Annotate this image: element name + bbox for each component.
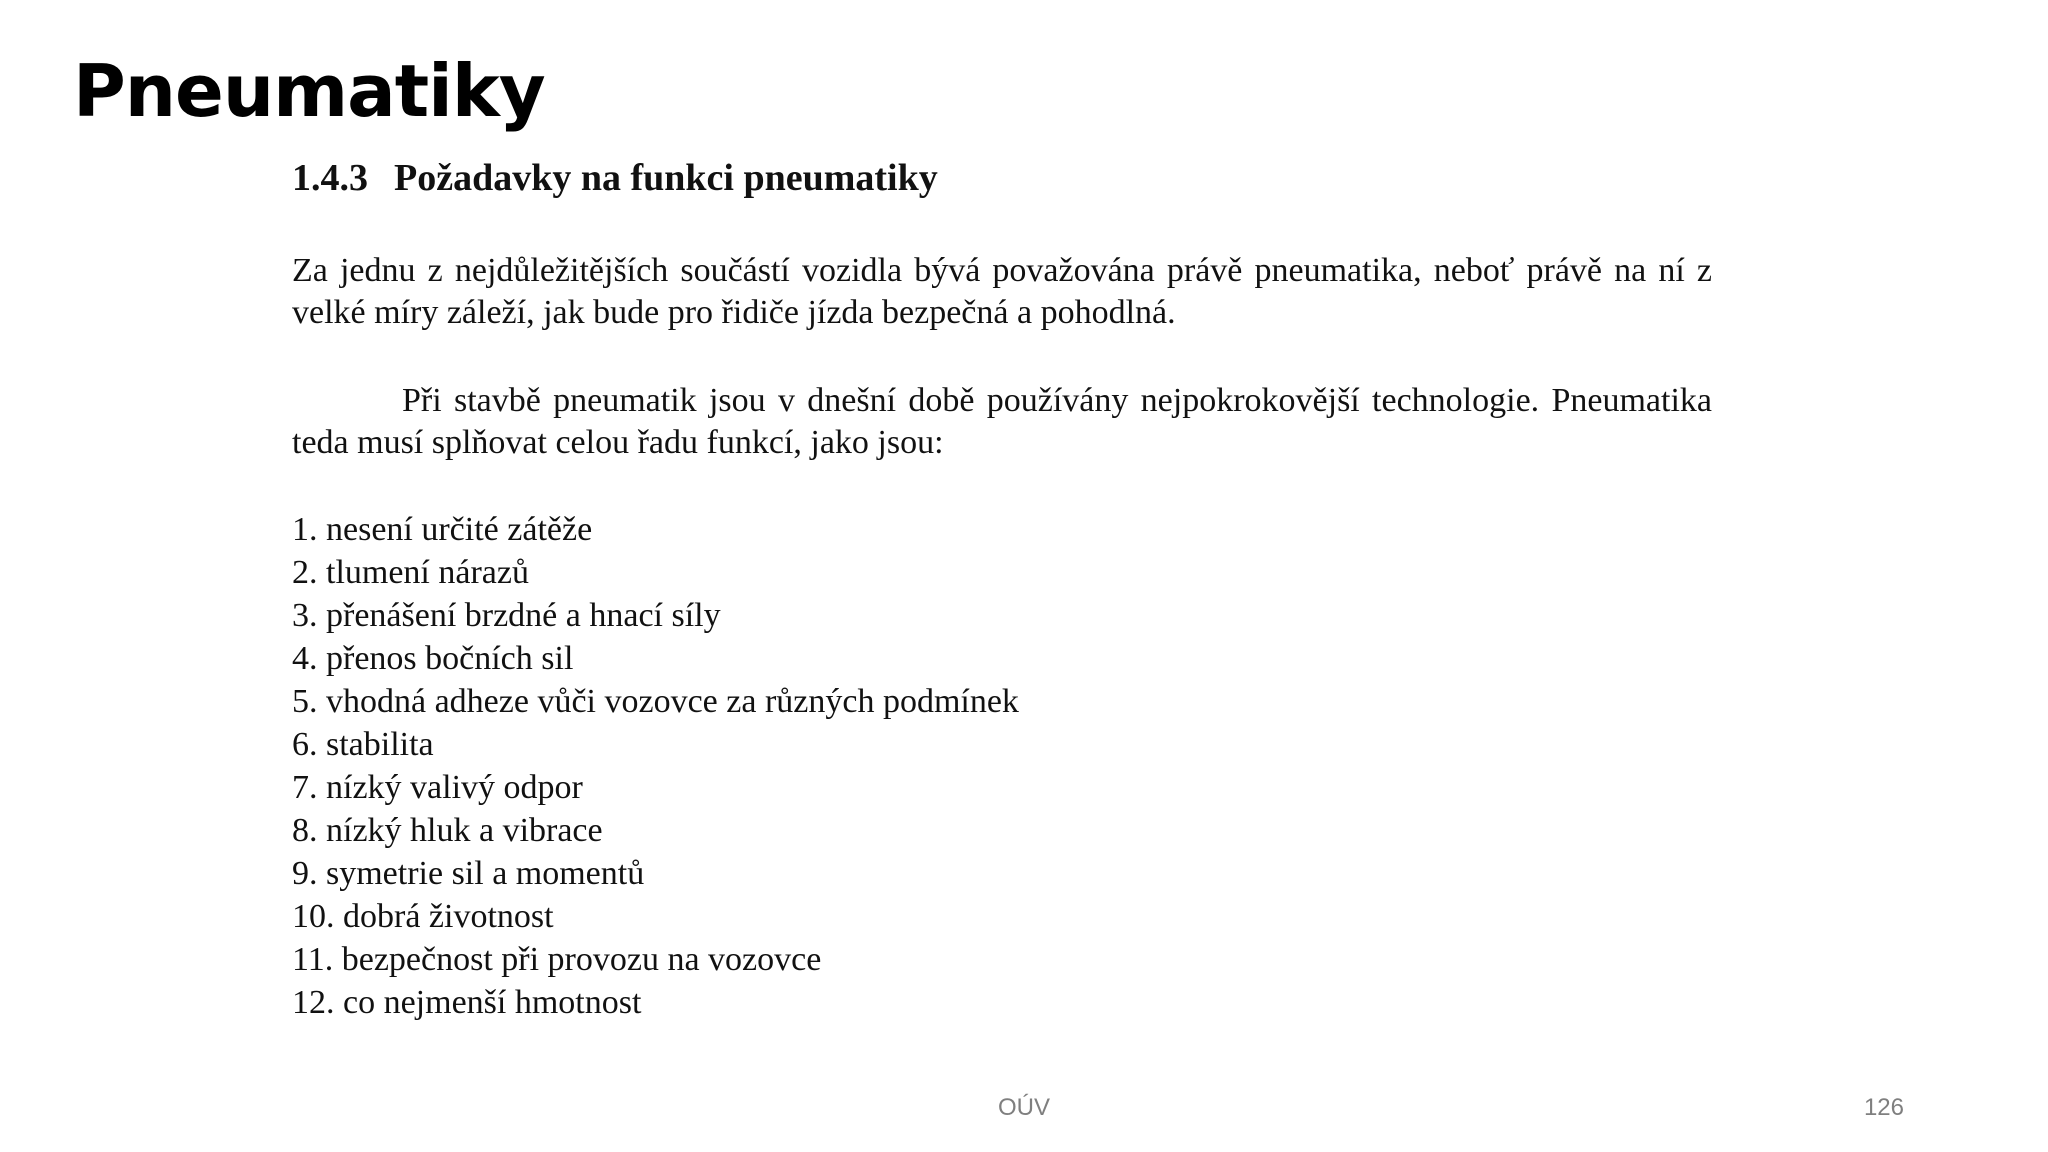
intro-paragraph: Za jednu z nejdůležitějších součástí vozidla bývá považována právě pneumatika, neboť právě na ní z velké míry záleží, jak bude pro řidiče jízda bezpečná a pohodlná. <box>292 252 1712 331</box>
list-item: 3. přenášení brzdné a hnací síly <box>292 597 721 634</box>
list-item: 11. bezpečnost při provozu na vozovce <box>292 941 822 978</box>
functions-paragraph: Při stavbě pneumatik jsou v dnešní době používány nejpokrokovější technologie. Pneumatika teda musí splňovat celou řadu funkcí, jako jsou: <box>292 382 1712 461</box>
list-item: 4. přenos bočních sil <box>292 640 574 677</box>
list-item: 12. co nejmenší hmotnost <box>292 984 642 1021</box>
list-item: 5. vhodná adheze vůči vozovce za různých podmínek <box>292 683 1019 720</box>
list-item: 6. stabilita <box>292 726 434 763</box>
section-heading <box>292 150 1712 206</box>
requirements-list <box>292 508 1712 1024</box>
list-item: 8. nízký hluk a vibrace <box>292 812 603 849</box>
list-item: 2. tlumení nárazů <box>292 554 529 591</box>
slide-title: Pneumatiky <box>73 49 545 133</box>
footer-label: OÚV <box>997 1094 1050 1121</box>
page-number: 126 <box>1863 1094 1904 1121</box>
list-item: 9. symetrie sil a momentů <box>292 855 645 892</box>
list-item: 1. nesení určité zátěže <box>292 511 593 548</box>
list-item: 7. nízký valivý odpor <box>292 769 583 806</box>
list-item: 10. dobrá životnost <box>292 898 554 935</box>
document-excerpt <box>292 150 1712 1024</box>
section-number: 1.4.3 <box>292 157 368 199</box>
section-title: Požadavky na funkci pneumatiky <box>394 157 938 199</box>
